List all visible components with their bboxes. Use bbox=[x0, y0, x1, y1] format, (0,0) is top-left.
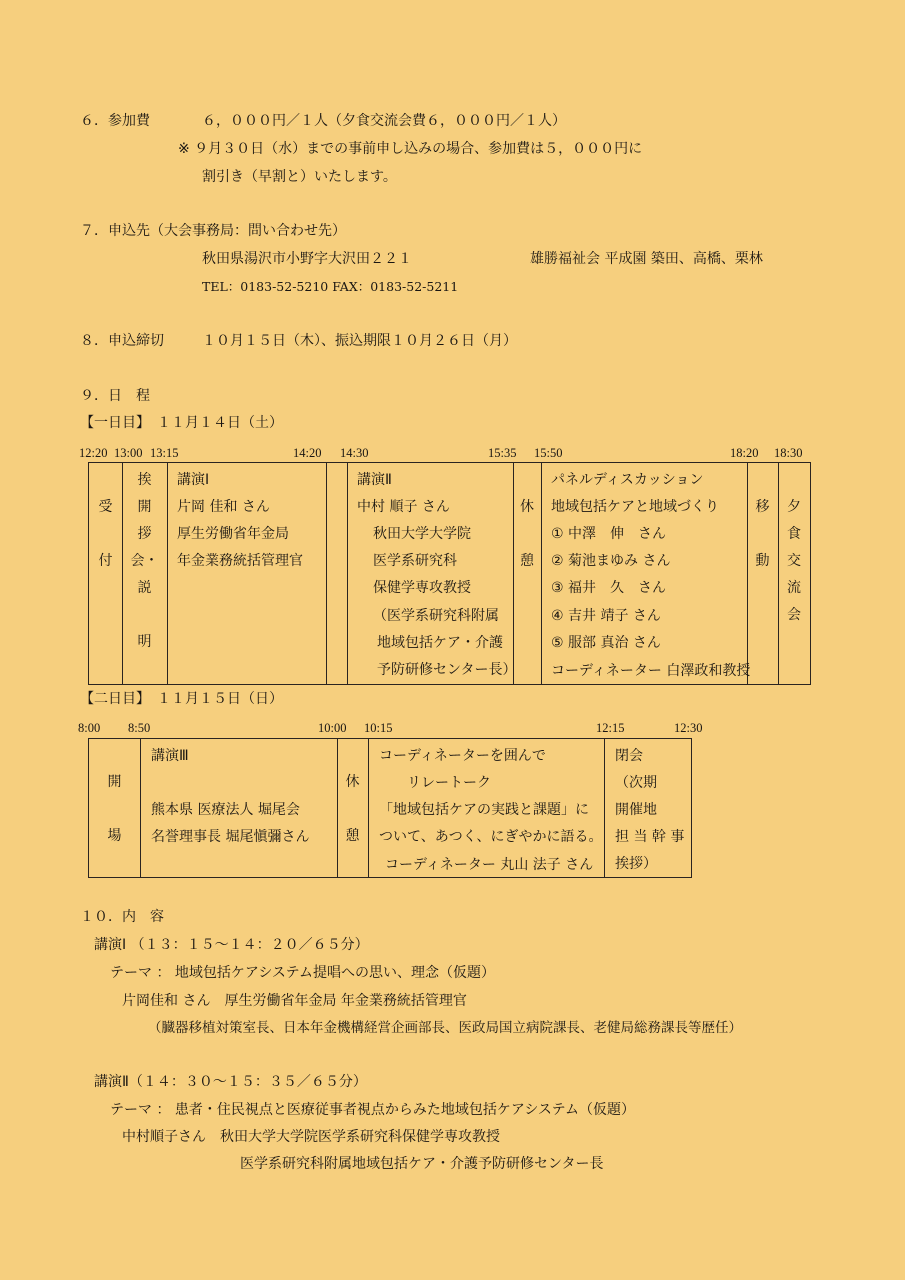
lecture1-time: 講演Ⅰ （１３：１５～１４：２０／６５分） bbox=[94, 937, 369, 953]
panel-title: パネルディスカッション bbox=[551, 472, 704, 488]
closing-detail: （次期 bbox=[615, 775, 657, 791]
lecture1-speaker: 片岡 佳和 さん bbox=[177, 499, 270, 515]
contact-org: 雄勝福祉会 平成園 築田、高橋、栗林 bbox=[530, 251, 763, 267]
greeting-char: 会・ bbox=[130, 553, 159, 569]
lecture2-role-line2: 地域包括ケア・介護 bbox=[377, 635, 503, 651]
panelist: ② 菊池まゆみ さん bbox=[551, 553, 671, 569]
closing-title: 閉会 bbox=[615, 748, 643, 764]
lecture2-speaker: 中村 順子 さん bbox=[357, 499, 450, 515]
break-char: 憩 bbox=[345, 828, 360, 844]
opening-char: 開 bbox=[107, 774, 122, 790]
fee-heading: ６．参加費 bbox=[80, 113, 150, 129]
day2-time: 8:50 bbox=[128, 721, 151, 735]
day2-time: 12:15 bbox=[596, 721, 625, 735]
relay-coordinator: コーディネーター 丸山 法子 さん bbox=[385, 857, 594, 873]
contact-address: 秋田県湯沢市小野字大沢田２２１ bbox=[202, 251, 412, 267]
day1-time: 18:20 bbox=[730, 446, 759, 460]
closing-detail: 担 当 幹 事 bbox=[615, 829, 685, 845]
day1-time: 14:20 bbox=[293, 446, 322, 460]
lecture2-role-line1: （医学系研究科附属 bbox=[373, 608, 499, 624]
day1-time: 13:15 bbox=[150, 446, 179, 460]
day2-time: 8:00 bbox=[78, 721, 101, 735]
relay-title: リレートーク bbox=[407, 775, 491, 791]
contents-heading: １０．内 容 bbox=[80, 909, 164, 925]
dinner-char: 夕 bbox=[787, 499, 801, 515]
contact-heading: ７．申込先（大会事務局：問い合わせ先） bbox=[80, 223, 346, 239]
lecture1-theme: テーマ ： 地域包括ケアシステム提唱への思い、理念（仮題） bbox=[110, 965, 495, 981]
day2-time: 10:15 bbox=[364, 721, 393, 735]
lecture3-org: 熊本県 医療法人 堀尾会 bbox=[151, 802, 300, 818]
day2-opening bbox=[89, 769, 140, 850]
day1-label: 【一日目】 １１月１４日（土） bbox=[80, 415, 283, 431]
greeting-char: 拶 bbox=[137, 526, 152, 542]
dinner-char: 食 bbox=[787, 526, 801, 542]
lecture2-role: 医学系研究科附属地域包括ケア・介護予防研修センター長 bbox=[240, 1156, 604, 1172]
day1-dinner bbox=[778, 494, 810, 629]
day1-time: 15:50 bbox=[534, 446, 563, 460]
panelist: ① 中澤 伸 さん bbox=[551, 526, 667, 542]
lecture2-role-line3: 予防研修センター長） bbox=[377, 662, 517, 678]
closing-detail: 開催地 bbox=[615, 802, 657, 818]
move-char: 移 bbox=[755, 499, 770, 515]
panel-coordinator: コーディネーター 白澤政和教授 bbox=[551, 663, 751, 679]
dinner-char: 流 bbox=[787, 580, 801, 596]
lecture3-title: 講演Ⅲ bbox=[151, 748, 189, 764]
lecture2-dept: 医学系研究科 bbox=[373, 553, 457, 569]
panelist: ③ 福井 久 さん bbox=[551, 580, 667, 596]
day1-break bbox=[513, 494, 541, 575]
greeting-char: 開 bbox=[137, 499, 152, 515]
fee-note-line2: 割引き（早割と）いたします。 bbox=[202, 169, 397, 185]
relay-description: ついて、あつく、にぎやかに語る。 bbox=[379, 829, 603, 845]
break-char: 休 bbox=[520, 499, 534, 515]
lecture1-org: 厚生労働省年金局 bbox=[177, 526, 289, 542]
move-char: 動 bbox=[755, 553, 770, 569]
lecture2-speaker-detail: 中村順子さん 秋田大学大学院医学系研究科保健学専攻教授 bbox=[122, 1129, 500, 1145]
day2-time: 10:00 bbox=[318, 721, 347, 735]
day1-time: 12:20 bbox=[79, 446, 108, 460]
relay-theme: 「地域包括ケアの実践と課題」に bbox=[379, 802, 589, 818]
day1-move bbox=[747, 494, 778, 575]
day1-time: 13:00 bbox=[114, 446, 143, 460]
lecture3-speaker: 名誉理事長 堀尾愼彌さん bbox=[151, 829, 310, 845]
panelist: ④ 吉井 靖子 さん bbox=[551, 608, 661, 624]
greeting-char: 明 bbox=[137, 634, 152, 650]
lecture2-position: 保健学専攻教授 bbox=[373, 580, 471, 596]
schedule-heading: ９．日 程 bbox=[80, 388, 150, 404]
lecture1-position: 年金業務統括管理官 bbox=[177, 553, 303, 569]
break-char: 休 bbox=[345, 774, 360, 790]
day1-schedule-table bbox=[88, 462, 811, 685]
contact-tel-fax: TEL：0183-52-5210 FAX：0183-52-5211 bbox=[202, 279, 459, 294]
day2-schedule-table bbox=[88, 738, 692, 878]
fee-amount: ６，０００円／１人（夕食交流会費６，０００円／１人） bbox=[202, 113, 566, 129]
reception-char: 付 bbox=[98, 553, 113, 569]
day1-time: 15:35 bbox=[488, 446, 517, 460]
dinner-char: 交 bbox=[787, 553, 801, 569]
fee-note-line1: ※ ９月３０日（水）までの事前申し込みの場合、参加費は５，０００円に bbox=[178, 141, 643, 157]
day1-greeting bbox=[122, 467, 167, 656]
day2-break bbox=[337, 769, 368, 850]
lecture1-title: 講演Ⅰ bbox=[177, 472, 210, 488]
closing-detail: 挨拶） bbox=[615, 856, 657, 872]
lecture1-speaker-detail: 片岡佳和 さん 厚生労働省年金局 年金業務統括管理官 bbox=[122, 993, 467, 1009]
lecture1-career: （臓器移植対策室長、日本年金機構経営企画部長、医政局国立病院課長、老健局総務課長等歴任） bbox=[148, 1020, 742, 1036]
day2-time: 12:30 bbox=[674, 721, 703, 735]
lecture2-title: 講演Ⅱ bbox=[357, 472, 392, 488]
opening-char: 場 bbox=[107, 828, 122, 844]
day1-reception bbox=[89, 494, 122, 575]
panelist: ⑤ 服部 真治 さん bbox=[551, 635, 661, 651]
lecture2-theme: テーマ ： 患者・住民視点と医療従事者視点からみた地域包括ケアシステム（仮題） bbox=[110, 1102, 635, 1118]
greeting-char: 説 bbox=[137, 580, 152, 596]
day1-time: 18:30 bbox=[774, 446, 803, 460]
reception-char: 受 bbox=[98, 499, 113, 515]
dinner-char: 会 bbox=[787, 607, 801, 623]
relay-intro: コーディネーターを囲んで bbox=[379, 748, 546, 764]
lecture2-org: 秋田大学大学院 bbox=[373, 526, 471, 542]
deadline-heading: ８．申込締切 bbox=[80, 333, 164, 349]
day1-time: 14:30 bbox=[340, 446, 369, 460]
greeting-char: 挨 bbox=[137, 472, 152, 488]
panel-theme: 地域包括ケアと地域づくり bbox=[551, 499, 719, 515]
break-char: 憩 bbox=[520, 553, 534, 569]
day2-label: 【二日目】 １１月１５日（日） bbox=[80, 691, 283, 707]
lecture2-time: 講演Ⅱ（１４：３０～１５：３５／６５分） bbox=[94, 1074, 367, 1090]
deadline-text: １０月１５日（木）、振込期限１０月２６日（月） bbox=[202, 333, 517, 349]
